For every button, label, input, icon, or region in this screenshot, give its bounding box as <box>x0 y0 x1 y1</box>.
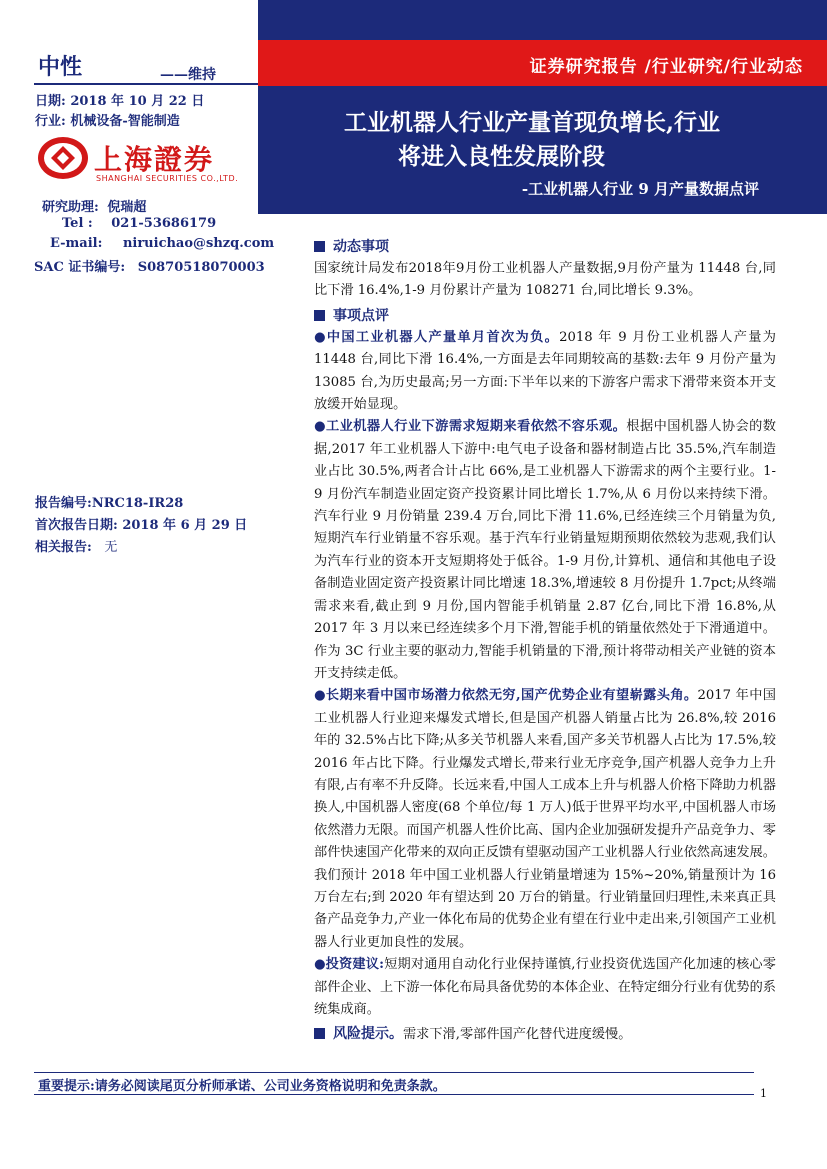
date-value: 2018 年 10 月 22 日 <box>70 94 205 109</box>
analyst-row <box>42 196 146 215</box>
header-topbar <box>258 0 827 40</box>
sac-value: S0870518070003 <box>137 260 265 275</box>
paragraph-lead: ●长期来看中国市场潜力依然无穷,国产优势企业有望崭露头角。 <box>314 688 698 704</box>
date-label: 日期: <box>35 94 66 109</box>
email-label: E-mail: <box>50 236 103 251</box>
tel-label: Tel : <box>62 216 93 231</box>
industry-value: 机械设备-智能制造 <box>70 114 180 129</box>
paragraph-body: 2017 年中国工业机器人行业迎来爆发式增长,但是国产机器人销量占比为 26.8%,较 2016 年的 32.5%占比下降;从多关节机器人来看,国产多关节机器人占比为 17.5%,较 2016 年占比下降。行业爆发式增长,带来行业无序竞争,国产机器人竞争力上升有限,占有率不升反降。长远来看,中国人工成本上升与机器人价格下降助力机器换人,中国机器人密度(68 个单位/每 1 万人)低于世界平均水平,中国机器人市场依然潜力无限。而国产机器人性价比高、国内企业加强研发提升产品竞争力、零部件快速国产化带来的双向正反馈有望驱动国产工业机器人行业依然高速发展。我们预计 2018 年中国工业机器人行业销量增速为 15%~20%,销量预计为 16 万台左右;到 2020 年有望达到 20 万台的销量。行业销量回归理性,未来真正具备产品竞争力,产业一体化布局的优势企业有望在行业中走出来,引领国产工业机器人行业更加良性的发展。 <box>314 688 776 950</box>
title-box <box>258 86 827 214</box>
report-number-row <box>35 492 183 511</box>
paragraph-body: 短期对通用自动化行业保持谨慎,行业投资优选国产化加速的核心零部件企业、上下游一体化布局具备优势的本体企业、在特定细分行业有优势的系统集成商。 <box>314 957 776 1017</box>
main-content <box>314 236 776 1045</box>
logo-emblem-icon <box>36 134 90 182</box>
analyst-name: 倪瑞超 <box>107 200 147 215</box>
section-title: 动态事项 <box>333 239 389 255</box>
footer-divider-bottom <box>34 1094 754 1095</box>
related-reports-label: 相关报告: <box>35 540 92 555</box>
investment-advice <box>314 954 776 1021</box>
logo-text: 上海證券 <box>94 143 215 176</box>
tel-value: 021-53686179 <box>111 216 217 231</box>
footer-notice: 重要提示:请务必阅读尾页分析师承诺、公司业务资格说明和免责条款。 <box>38 1079 446 1094</box>
section-square-icon <box>314 241 325 252</box>
report-category: 证券研究报告 /行业研究/行业动态 <box>529 57 803 77</box>
paragraph-lead: ●中国工业机器人产量单月首次为负。 <box>314 329 560 345</box>
first-report-date-value: 2018 年 6 月 29 日 <box>122 518 248 533</box>
related-reports-row <box>35 536 117 555</box>
footer-divider-top <box>34 1072 754 1073</box>
section-risk <box>314 1023 776 1045</box>
paragraph-lead: ●工业机器人行业下游需求短期来看依然不容乐观。 <box>314 419 627 435</box>
section-title: 事项点评 <box>333 307 389 324</box>
commentary-paragraph-2 <box>314 416 776 685</box>
section-title: 风险提示。 <box>333 1026 403 1043</box>
section-square-icon <box>314 1028 325 1039</box>
company-logo <box>36 134 256 190</box>
report-title-line1: 工业机器人行业产量首现负增长,行业 <box>344 109 721 136</box>
email-row <box>50 236 274 251</box>
page-number: 1 <box>760 1087 767 1100</box>
sac-row <box>34 256 265 275</box>
commentary-paragraph-3 <box>314 685 776 954</box>
section-square-icon <box>314 310 325 321</box>
related-reports-value: 无 <box>104 540 118 555</box>
rating-divider <box>34 83 258 85</box>
rating: 中性 <box>38 54 83 80</box>
analyst-label: 研究助理: <box>42 200 99 215</box>
report-subtitle: -工业机器人行业 9 月产量数据点评 <box>521 180 759 198</box>
tel-row <box>62 216 216 231</box>
report-number-label: 报告编号: <box>35 496 92 511</box>
rating-change: ——维持 <box>160 67 216 83</box>
dynamic-events-text: 国家统计局发布2018年9月份工业机器人产量数据,9月份产量为 11448 台,同比下滑 16.4%,1-9 月份累计产量为 108271 台,同比增长 9.3%。 <box>314 261 776 299</box>
risk-text: 需求下滑,零部件国产化替代进度缓慢。 <box>403 1027 632 1043</box>
section-dynamic-events <box>314 236 776 258</box>
logo-english: SHANGHAI SECURITIES CO.,LTD. <box>96 174 239 183</box>
email-value[interactable]: niruichao@shzq.com <box>122 236 275 251</box>
commentary-paragraph-1 <box>314 327 776 417</box>
report-number-value: NRC18-IR28 <box>91 496 184 511</box>
report-title-line2: 将进入良性发展阶段 <box>398 143 605 170</box>
paragraph-body: 2018 年 9 月份工业机器人产量为 11448 台,同比下滑 16.4%,一方面是去年同期较高的基数:去年 9 月份产量为 13085 台,为历史最高;另一方面:下半年以来的下游客户需求下滑带来资本开支放缓开始显现。 <box>314 329 776 413</box>
date-row <box>35 90 204 109</box>
header-category-band <box>258 40 827 86</box>
paragraph-body: 根据中国机器人协会的数据,2017 年工业机器人下游中:电气电子设备和器材制造占比 35.5%,汽车制造业占比 30.5%,两者合计占比 66%,是工业机器人下游需求的两个主要行业。1-9 月份汽车制造业固定资产投资累计同比增长 1.7%,从 6 月份以来持续下滑。汽车行业 9 月份销量 239.4 万台,同比下滑 11.6%,已经连续三个月销量为负,短期汽车行业销量不容乐观。基于汽车行业销量短期预期依然较为悲观,我们认为汽车行业的资本开支短期将处于低谷。1-9 月份,计算机、通信和其他电子设备制造业固定资产投资累计同比增速 18.3%,增速较 8 月份提升 1.7pct;从终端需求来看,截止到 9 月份,国内智能手机销量 2.87 亿台,同比下滑 16.8%,从 2017 年 3 月以来已经连续多个月下滑,智能手机的销量依然处于下滑通道中。作为 3C 行业主要的驱动力,智能手机销量的下滑,预计将带动相关产业链的资本开支持续走低。 <box>314 419 776 681</box>
sac-label: SAC 证书编号: <box>34 260 126 275</box>
paragraph-lead: ●投资建议: <box>314 957 385 973</box>
first-report-date-row <box>35 514 247 533</box>
industry-row <box>35 110 180 129</box>
industry-label: 行业: <box>35 114 66 129</box>
section-commentary <box>314 305 776 327</box>
first-report-date-label: 首次报告日期: <box>35 518 118 533</box>
